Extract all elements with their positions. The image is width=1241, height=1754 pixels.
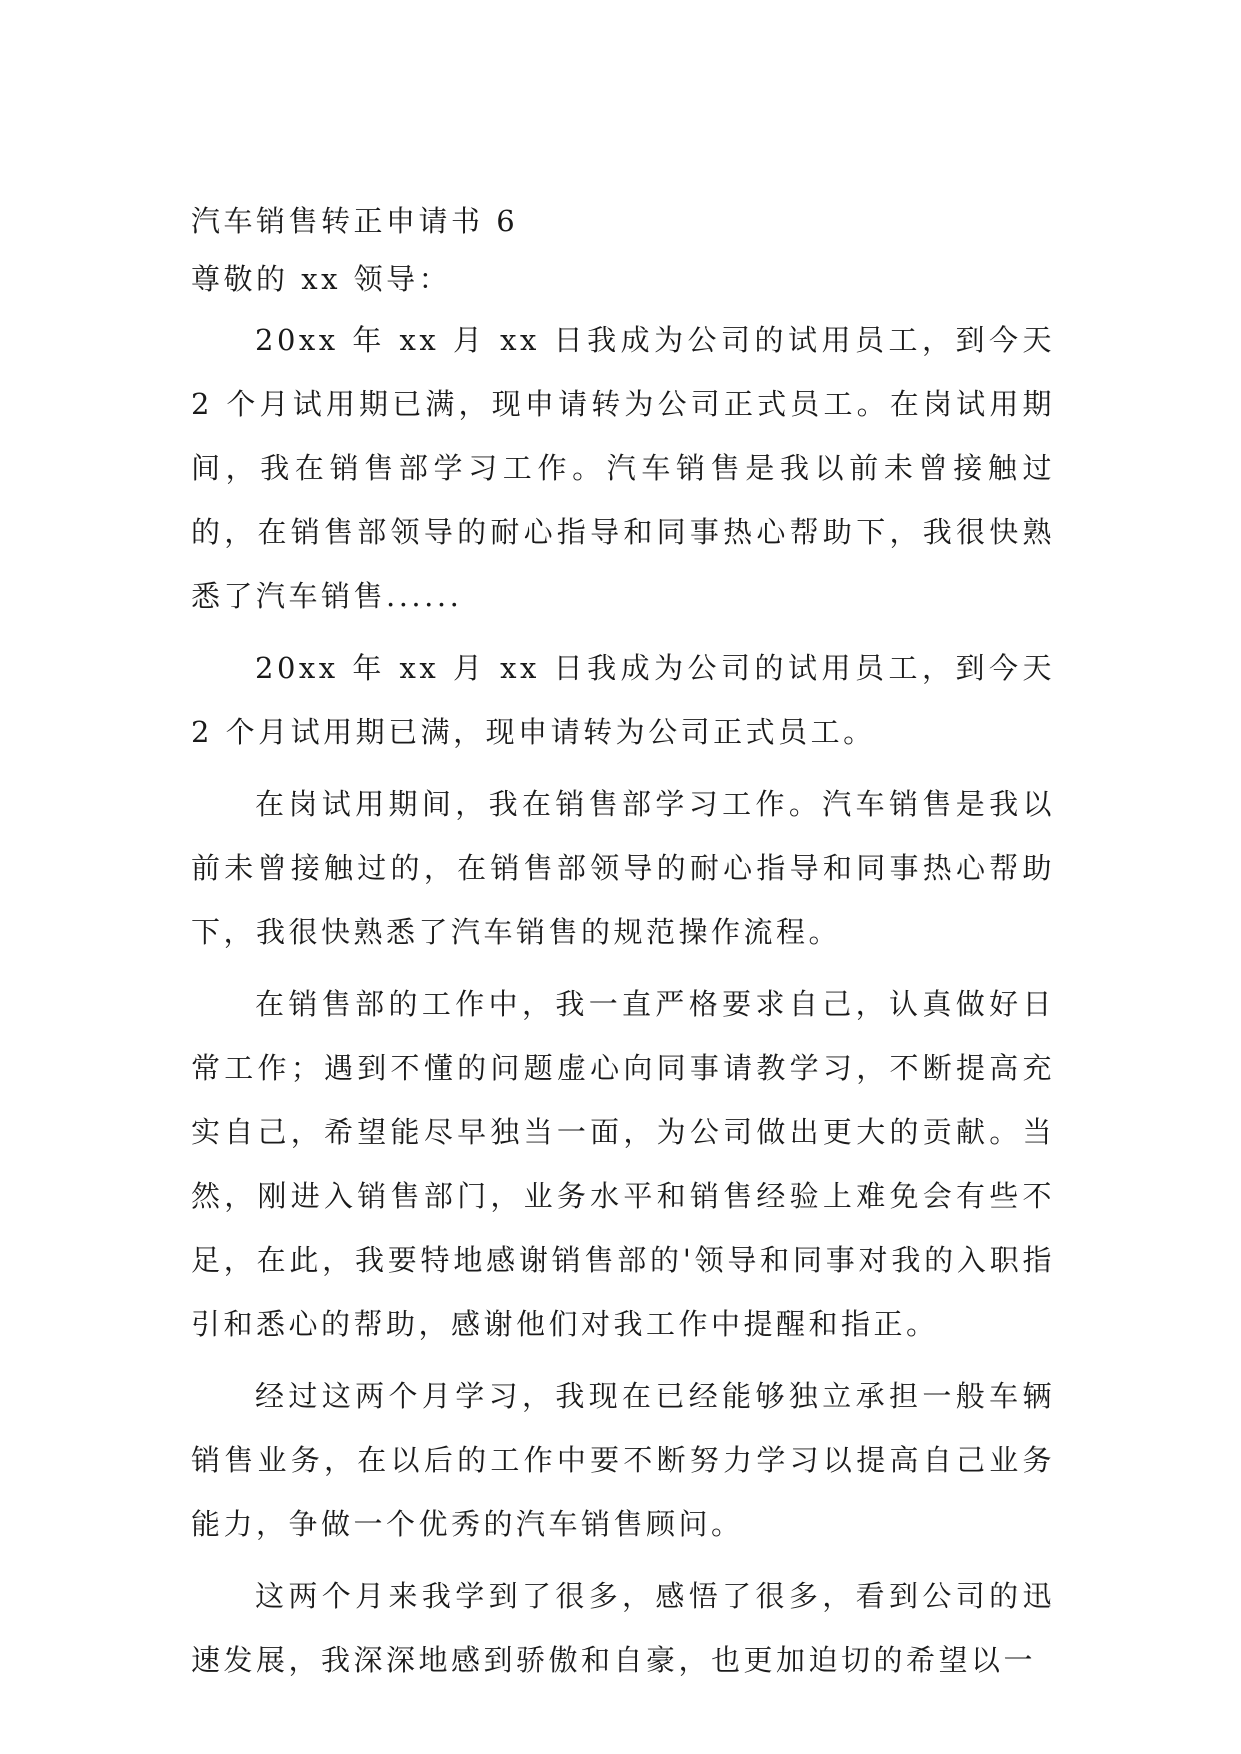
paragraph-5: 经过这两个月学习，我现在已经能够独立承担一般车辆销售业务，在以后的工作中要不断努力学习以提高自己业务能力，争做一个优秀的汽车销售顾问。: [191, 1379, 1055, 1541]
paragraph-1: 20xx 年 xx 月 xx 日我成为公司的试用员工，到今天 2 个月试用期已满，现申请转为公司正式员工。在岗试用期间，我在销售部学习工作。汽车销售是我以前未曾接触过的，在销售部领导的耐心指导和同事热心帮助下，我很快熟悉了汽车销售......: [191, 323, 1055, 613]
paragraph-3: 在岗试用期间，我在销售部学习工作。汽车销售是我以前未曾接触过的，在销售部领导的耐心指导和同事热心帮助下，我很快熟悉了汽车销售的规范操作流程。: [191, 787, 1055, 949]
salutation: 尊敬的 xx 领导：: [191, 262, 452, 296]
document-title: 汽车销售转正申请书 6: [191, 204, 519, 238]
document-page: [191, 192, 1055, 1700]
paragraph-2: 20xx 年 xx 月 xx 日我成为公司的试用员工，到今天 2 个月试用期已满，现申请转为公司正式员工。: [191, 651, 1055, 749]
paragraph-6: 这两个月来我学到了很多，感悟了很多，看到公司的迅速发展，我深深地感到骄傲和自豪，也更加迫切的希望以一: [191, 1579, 1055, 1677]
paragraph-4: 在销售部的工作中，我一直严格要求自己，认真做好日常工作；遇到不懂的问题虚心向同事请教学习，不断提高充实自己，希望能尽早独当一面，为公司做出更大的贡献。当然，刚进入销售部门，业务水平和销售经验上难免会有些不足，在此，我要特地感谢销售部的'领导和同事对我的入职指引和悉心的帮助，感谢他们对我工作中提醒和指正。: [191, 987, 1055, 1341]
